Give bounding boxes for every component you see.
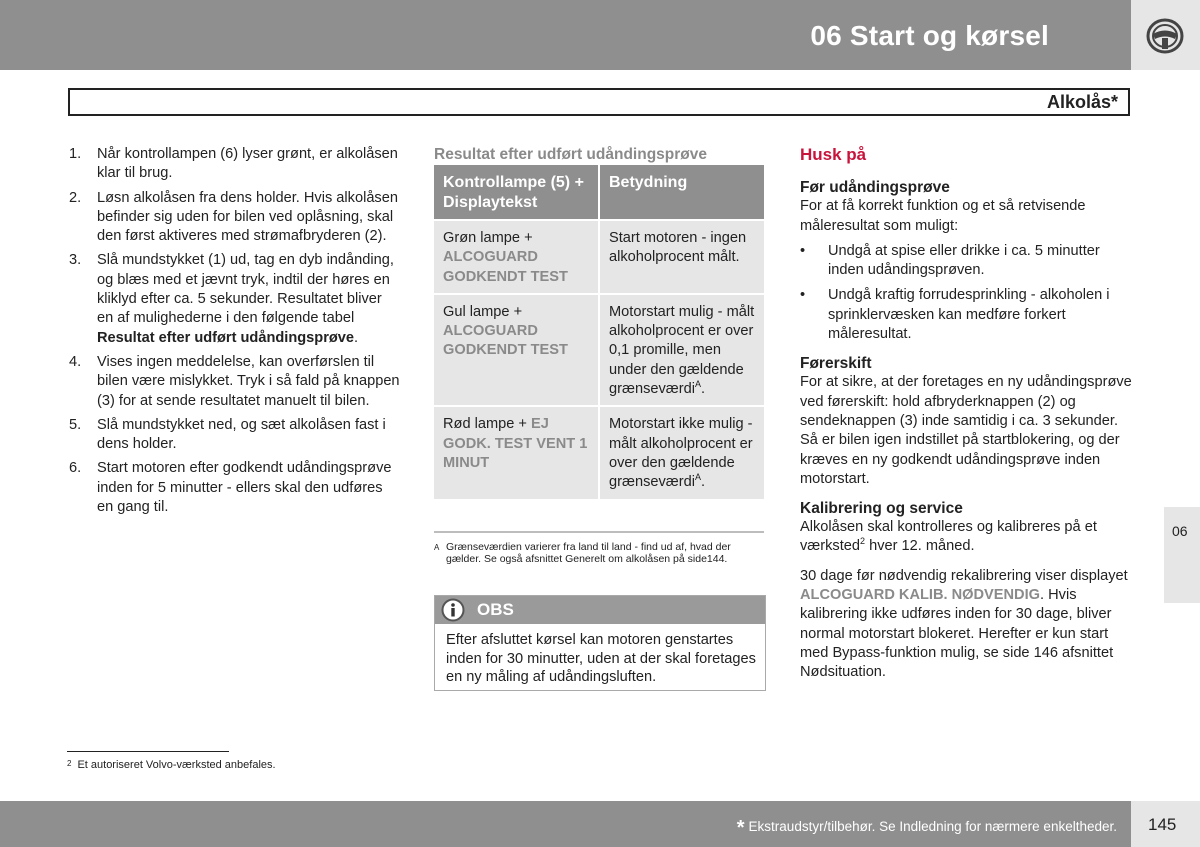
display-text: ALCOGUARD GODKENDT TEST	[443, 249, 568, 285]
bullet-list	[800, 242, 1134, 344]
service-text	[800, 518, 1134, 557]
display-text: EJ GODK. TEST VENT 1 MINUT	[443, 416, 588, 471]
footnote-ref: A	[694, 472, 701, 483]
obs-label: OBS	[477, 600, 514, 619]
footnote-divider	[67, 751, 229, 752]
footnote-text: Et autoriseret Volvo-værksted anbefales.	[77, 759, 276, 771]
meaning-text: Start motoren - ingen alkoholprocent målt.	[609, 230, 747, 266]
driver-change-text: For at sikre, at der foretages en ny udåndingsprøve ved førerskift: hold afbryderknappen (2) og sendeknappen (3) inde samtidig i ca. 3 sekunder. Så er bilen igen indstillet på startblokering, og der kræves en ny godkendt udåndingsprøve inden motorstart.	[800, 374, 1132, 487]
before-intro: For at få korrekt funktion og et så retvisende måleresultat som muligt:	[800, 198, 1086, 234]
meaning-text: Motorstart ikke mulig - målt alkoholprocent er over den gældende grænseværdi	[609, 416, 753, 491]
table-footnote	[434, 542, 766, 565]
service-text-b: hver 12. måned.	[865, 538, 975, 555]
subheading: Kalibrering og service	[800, 500, 963, 518]
step-number: 6.	[69, 460, 82, 477]
bullet-text: Undgå at spise eller drikke i ca. 5 minutter inden udåndingsprøven.	[828, 242, 1100, 279]
table-reference: Resultat efter udført udåndingsprøve	[97, 329, 355, 346]
section-title-box	[68, 88, 1130, 116]
bullet: •	[800, 242, 806, 259]
step-text: Vises ingen meddelelse, kan overførslen til bilen være mislykket. Tryk i så fald på knappen (3) for at sende resultatet manuelt til bilen.	[97, 353, 400, 409]
list-item	[69, 251, 401, 347]
row-end: .	[701, 381, 706, 398]
step-number: 1.	[69, 146, 82, 162]
step-text: Når kontrollampen (6) lyser grønt, er alkolåsen klar til brug.	[97, 146, 398, 182]
page-number-box	[1131, 801, 1200, 847]
result-table	[434, 165, 764, 501]
step-number: 4.	[69, 353, 82, 370]
meaning-cell	[599, 294, 764, 406]
footnote-text: Grænseværdien varierer fra land til land - find ud af, hvad der gælder. Se også afsnittet Generelt om alkolåsen på side144.	[446, 541, 731, 565]
step-number: 2.	[69, 189, 82, 206]
lamp-text: Grøn lampe +	[443, 230, 533, 246]
recalibration-text	[800, 567, 1134, 683]
step-text-end: .	[354, 329, 359, 346]
step-number: 3.	[69, 252, 82, 269]
meaning-cell	[599, 406, 764, 499]
page-footer	[0, 801, 1131, 847]
info-icon	[440, 598, 466, 622]
side-tab-label: 06	[1172, 523, 1188, 539]
lamp-cell	[434, 294, 599, 406]
page-number: 145	[1148, 815, 1177, 834]
bullet: •	[800, 287, 806, 304]
recal-text-a: 30 dage før nødvendig rekalibrering viser displayet	[800, 567, 1128, 584]
step-text: Slå mundstykket ned, og sæt alkolåsen fast i dens holder.	[97, 416, 386, 453]
display-text: ALCOGUARD KALIB. NØDVENDIG	[800, 587, 1040, 604]
list-item	[69, 189, 401, 247]
step-number: 5.	[69, 416, 82, 433]
display-text: ALCOGUARD GODKENDT TEST	[443, 323, 568, 359]
chapter-side-tab	[1164, 507, 1200, 603]
footer-note	[737, 817, 1117, 840]
lamp-text: Gul lampe +	[443, 303, 523, 320]
table-header-row	[434, 165, 764, 220]
footnote-mark: A	[434, 543, 440, 552]
table-row	[434, 294, 764, 406]
table-row	[434, 220, 764, 294]
chapter-title: 06 Start og kørsel	[810, 20, 1049, 51]
table-row	[434, 406, 764, 499]
table-bottom-rule	[434, 531, 764, 533]
step-text: Slå mundstykket (1) ud, tag en dyb indånding, og blæs med et jævnt tryk, indtil der høres en kliklyd efter ca. 5 sekunder. Resultatet bliver en af mulighederne i den følgende tabel	[97, 252, 394, 327]
footer-note-text: Ekstraudstyr/tilbehør. Se Indledning for nærmere enkeltheder.	[748, 819, 1117, 834]
subheading: Førerskift	[800, 355, 872, 373]
list-item	[69, 145, 401, 184]
column-header-lamp: Kontrollampe (5) + Displaytekst	[434, 165, 599, 220]
page-footnote	[67, 759, 276, 771]
asterisk: *	[736, 817, 745, 839]
list-item	[69, 416, 401, 455]
meaning-cell	[599, 220, 764, 294]
recal-text-b: . Hvis kalibrering ikke udføres inden for 30 dage, bliver normal motorstart blokeret. Herefter er kun start med Bypass-funktion mulig, se side 146 afsnittet Nødsituation.	[800, 587, 1114, 681]
column-header-meaning: Betydning	[599, 165, 764, 220]
chapter-header	[0, 0, 1131, 70]
table-heading: Resultat efter udført udåndingsprøve	[434, 146, 707, 163]
lamp-text: Rød lampe +	[443, 416, 532, 433]
list-item	[800, 242, 1134, 281]
step-text: Start motoren efter godkendt udåndingsprøve inden for 5 minutter - ellers skal den udføres en gang til.	[97, 460, 392, 516]
row-end: .	[701, 474, 706, 491]
service-text-a: Alkolåsen skal kontrolleres og kalibreres på et værksted	[800, 519, 1097, 555]
bullet-text: Undgå kraftig forrudesprinkling - alkoholen i sprinklervæsken kan medføre forkert måleresultat.	[828, 287, 1110, 343]
remember-title: Husk på	[800, 145, 867, 164]
section-title: Alkolås*	[1046, 92, 1118, 112]
remember-column	[800, 145, 1134, 693]
list-item	[69, 459, 401, 517]
subheading: Før udåndingsprøve	[800, 179, 950, 197]
list-item	[800, 286, 1134, 344]
steering-wheel-icon	[1145, 17, 1185, 55]
obs-header	[435, 596, 765, 624]
list-item	[69, 353, 401, 411]
chapter-icon-box	[1131, 0, 1200, 70]
lamp-cell	[434, 220, 599, 294]
footnote-ref: A	[694, 379, 701, 390]
footnote-ref: 2	[860, 536, 866, 547]
obs-text: Efter afsluttet kørsel kan motoren genstartes inden for 30 minutter, uden at der skal foretages en ny måling af udåndingsluften.	[446, 632, 756, 685]
meaning-text: Motorstart mulig - målt alkoholprocent er over 0,1 promille, men under den gældende grænseværdi	[609, 303, 755, 398]
procedure-steps	[69, 145, 401, 522]
step-text: Løsn alkolåsen fra dens holder. Hvis alkolåsen befinder sig uden for bilen ved oplåsning, skal den først aktiveres med strømafbryderen (2).	[97, 189, 398, 245]
lamp-cell	[434, 406, 599, 499]
footnote-mark: 2	[67, 759, 72, 768]
obs-box	[434, 595, 766, 691]
